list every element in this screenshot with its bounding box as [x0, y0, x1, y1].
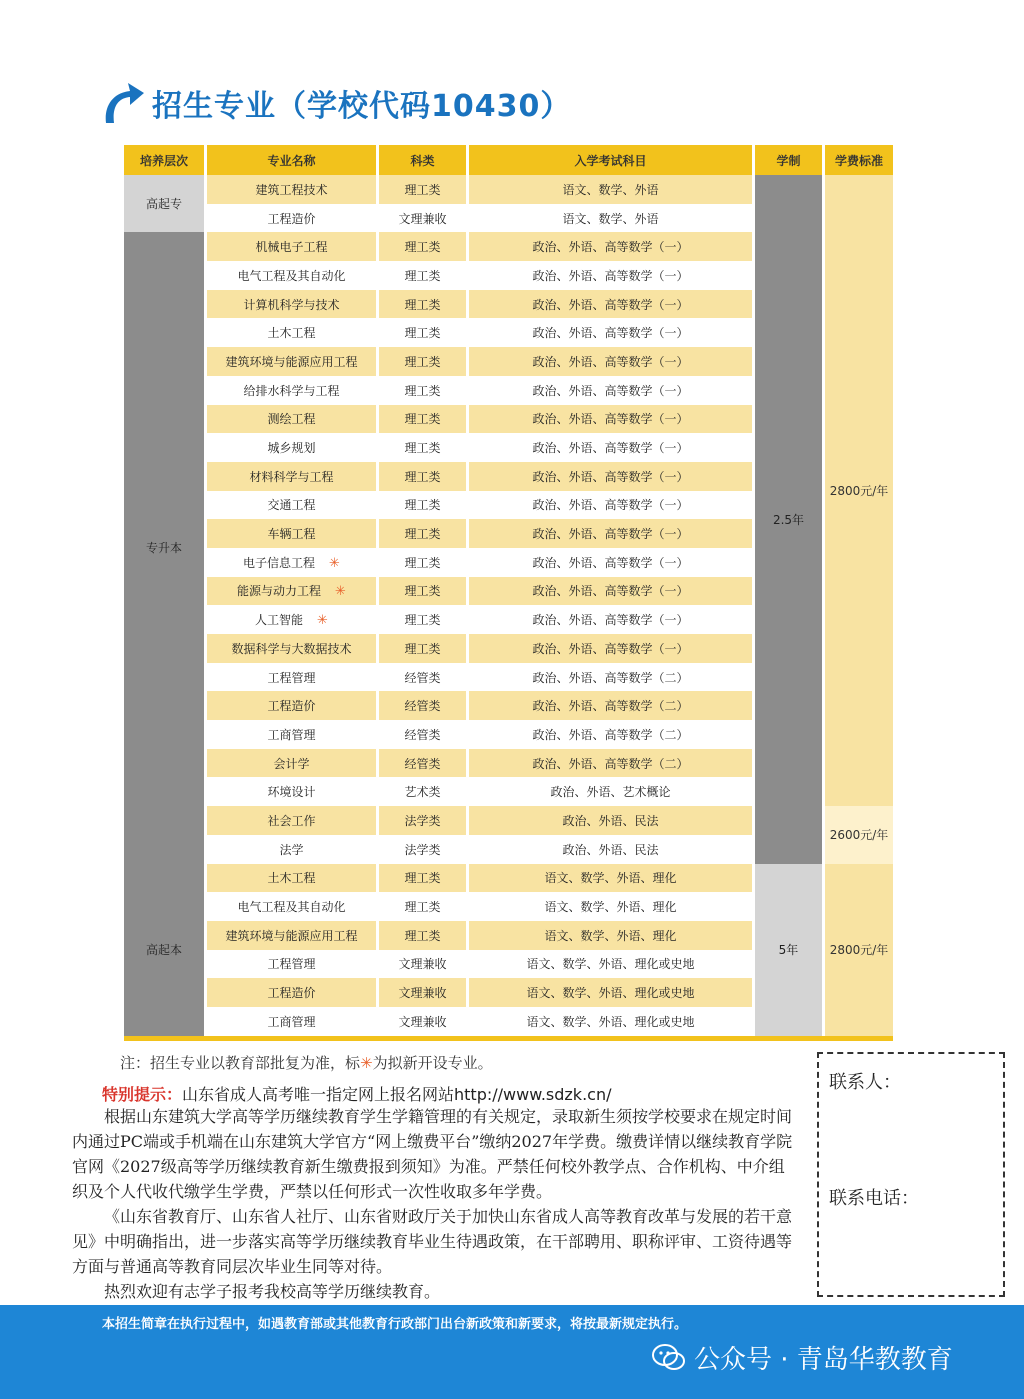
col-header-level: 培养层次: [124, 145, 207, 175]
major-name: 土木工程: [267, 326, 316, 341]
subjects-cell: 语文、数学、外语、理化: [469, 892, 755, 921]
category-cell: 理工类: [379, 491, 469, 520]
years-cell: 5年: [755, 864, 825, 1036]
category-cell: 艺术类: [379, 777, 469, 806]
major-cell: [207, 318, 379, 347]
major-name: 工程造价: [267, 986, 316, 1001]
major-name: 会计学: [273, 756, 310, 771]
major-name: 土木工程: [267, 871, 316, 886]
major-name: 电气工程及其自动化: [237, 900, 346, 915]
policy-text: [72, 1104, 796, 1304]
subjects-cell: 政治、外语、高等数学（一）: [469, 577, 755, 606]
col-header-fee: 学费标准: [825, 145, 893, 175]
subjects-cell: 政治、外语、高等数学（一）: [469, 376, 755, 405]
subjects-cell: 政治、外语、高等数学（一）: [469, 634, 755, 663]
subjects-cell: 政治、外语、高等数学（一）: [469, 290, 755, 319]
category-cell: 法学类: [379, 806, 469, 835]
major-name: 环境设计: [267, 785, 316, 800]
page-title: 招生专业（学校代码10430）: [152, 89, 572, 124]
subjects-cell: 语文、数学、外语、理化或史地: [469, 978, 755, 1007]
major-name: 建筑环境与能源应用工程: [225, 928, 358, 943]
major-name: 车辆工程: [267, 527, 316, 542]
category-cell: 理工类: [379, 921, 469, 950]
major-cell: [207, 950, 379, 979]
major-cell: [207, 433, 379, 462]
major-cell: [207, 462, 379, 491]
subjects-cell: 语文、数学、外语、理化或史地: [469, 950, 755, 979]
special-notice-text: 山东省成人高考唯一指定网上报名网站http://www.sdzk.cn/: [182, 1085, 612, 1104]
subjects-cell: 政治、外语、民法: [469, 835, 755, 864]
major-cell: [207, 864, 379, 893]
contact-box: [817, 1052, 1005, 1297]
new-major-star-icon: ✳: [335, 584, 346, 600]
category-cell: 理工类: [379, 405, 469, 434]
major-cell: [207, 548, 379, 577]
subjects-cell: 语文、数学、外语、理化或史地: [469, 1007, 755, 1036]
major-name: 电子信息工程: [243, 555, 316, 570]
category-cell: 理工类: [379, 232, 469, 261]
col-header-category: 科类: [379, 145, 469, 175]
major-cell: [207, 921, 379, 950]
col-header-years: 学制: [755, 145, 825, 175]
major-name: 工程造价: [267, 699, 316, 714]
major-name: 工程管理: [267, 670, 316, 685]
category-cell: 理工类: [379, 175, 469, 204]
subjects-cell: 政治、外语、民法: [469, 806, 755, 835]
major-cell: [207, 806, 379, 835]
subjects-cell: 政治、外语、高等数学（一）: [469, 433, 755, 462]
major-cell: [207, 777, 379, 806]
category-cell: 文理兼收: [379, 204, 469, 233]
subjects-cell: 政治、外语、高等数学（一）: [469, 519, 755, 548]
subjects-cell: 政治、外语、高等数学（一）: [469, 232, 755, 261]
major-name: 给排水科学与工程: [243, 383, 340, 398]
subjects-cell: 政治、外语、高等数学（一）: [469, 318, 755, 347]
subjects-cell: 政治、外语、高等数学（二）: [469, 720, 755, 749]
table-bottom-bar: [124, 1036, 893, 1041]
subjects-cell: 政治、外语、高等数学（二）: [469, 663, 755, 692]
level-cell: 高起本: [124, 864, 207, 1036]
subjects-cell: 政治、外语、高等数学（二）: [469, 749, 755, 778]
major-cell: [207, 663, 379, 692]
fee-cell: 2800元/年: [825, 175, 893, 806]
major-name: 人工智能: [255, 613, 304, 628]
category-cell: 经管类: [379, 691, 469, 720]
category-cell: 理工类: [379, 376, 469, 405]
major-name: 交通工程: [267, 498, 316, 513]
subjects-cell: 政治、外语、高等数学（一）: [469, 405, 755, 434]
wechat-icon: [652, 1343, 686, 1373]
major-cell: [207, 376, 379, 405]
special-notice-label: 特别提示：: [102, 1085, 183, 1104]
table-note: [120, 1052, 493, 1073]
subjects-cell: 政治、外语、高等数学（一）: [469, 347, 755, 376]
category-cell: 理工类: [379, 462, 469, 491]
level-cell: 专升本: [124, 232, 207, 863]
category-cell: 经管类: [379, 720, 469, 749]
footer-bar: [0, 1305, 1024, 1399]
paragraph-policy: 《山东省教育厅、山东省人社厅、山东省财政厅关于加快山东省成人高等教育改革与发展的若干意见》中明确指出，进一步落实高等学历继续教育毕业生待遇政策，在干部聘用、职称评审、工资待遇等方面与普通高等教育同层次毕业生同等对待。: [72, 1207, 793, 1276]
subjects-cell: 语文、数学、外语: [469, 175, 755, 204]
category-cell: 理工类: [379, 318, 469, 347]
category-cell: 理工类: [379, 261, 469, 290]
major-name: 电气工程及其自动化: [237, 268, 346, 283]
col-header-subjects: 入学考试科目: [469, 145, 755, 175]
category-cell: 理工类: [379, 548, 469, 577]
new-major-star-icon: ✳: [317, 613, 328, 629]
major-name: 建筑环境与能源应用工程: [225, 354, 358, 369]
major-name: 材料科学与工程: [249, 469, 334, 484]
major-cell: [207, 605, 379, 634]
category-cell: 文理兼收: [379, 950, 469, 979]
category-cell: 经管类: [379, 663, 469, 692]
major-cell: [207, 835, 379, 864]
major-cell: [207, 175, 379, 204]
category-cell: 理工类: [379, 433, 469, 462]
category-cell: 理工类: [379, 892, 469, 921]
fee-cell: 2800元/年: [825, 864, 893, 1036]
category-cell: 理工类: [379, 605, 469, 634]
major-name: 法学: [279, 842, 304, 857]
major-name: 工商管理: [267, 1014, 316, 1029]
col-header-major: 专业名称: [207, 145, 379, 175]
category-cell: 理工类: [379, 577, 469, 606]
major-name: 工程造价: [267, 211, 316, 226]
paragraph-welcome: 热烈欢迎有志学子报考我校高等学历继续教育。: [104, 1282, 441, 1301]
major-cell: [207, 347, 379, 376]
subjects-cell: 政治、外语、高等数学（二）: [469, 691, 755, 720]
major-name: 社会工作: [267, 813, 316, 828]
major-name: 数据科学与大数据技术: [231, 641, 352, 656]
contact-person-label: 联系人：: [829, 1072, 901, 1093]
category-cell: 理工类: [379, 634, 469, 663]
major-cell: [207, 577, 379, 606]
table-row: [124, 175, 893, 204]
subjects-cell: 政治、外语、高等数学（一）: [469, 605, 755, 634]
subjects-cell: 政治、外语、高等数学（一）: [469, 261, 755, 290]
major-name: 工商管理: [267, 727, 316, 742]
wechat-account-name: 公众号 · 青岛华教教育: [694, 1345, 953, 1375]
major-cell: [207, 749, 379, 778]
major-cell: [207, 405, 379, 434]
majors-table: [124, 145, 893, 1036]
major-cell: [207, 491, 379, 520]
table-row: [124, 864, 893, 893]
major-cell: [207, 519, 379, 548]
subjects-cell: 语文、数学、外语、理化: [469, 864, 755, 893]
section-header: [100, 78, 571, 128]
subjects-cell: 政治、外语、高等数学（一）: [469, 491, 755, 520]
category-cell: 文理兼收: [379, 1007, 469, 1036]
new-major-star-icon: ✳: [329, 555, 340, 571]
curved-arrow-icon: [100, 79, 146, 127]
years-cell: 2.5年: [755, 175, 825, 864]
major-cell: [207, 720, 379, 749]
footer-notice: 本招生简章在执行过程中，如遇教育部或其他教育行政部门出台新政策和新要求，将按最新规定执行。: [102, 1317, 688, 1332]
category-cell: 法学类: [379, 835, 469, 864]
major-cell: [207, 634, 379, 663]
new-major-star-icon: ✳: [360, 1054, 373, 1072]
major-name: 工程管理: [267, 957, 316, 972]
subjects-cell: 政治、外语、高等数学（一）: [469, 462, 755, 491]
major-cell: [207, 892, 379, 921]
table-body: [124, 175, 893, 1036]
major-cell: [207, 232, 379, 261]
major-cell: [207, 978, 379, 1007]
category-cell: 经管类: [379, 749, 469, 778]
major-cell: [207, 290, 379, 319]
major-name: 城乡规划: [267, 441, 316, 456]
major-name: 能源与动力工程: [237, 584, 322, 599]
major-name: 计算机科学与技术: [243, 297, 340, 312]
special-notice: [102, 1082, 611, 1105]
subjects-cell: 语文、数学、外语、理化: [469, 921, 755, 950]
note-prefix: 注：招生专业以教育部批复为准，标: [120, 1054, 361, 1072]
table-header-row: [124, 145, 893, 175]
major-cell: [207, 261, 379, 290]
major-cell: [207, 204, 379, 233]
subjects-cell: 语文、数学、外语: [469, 204, 755, 233]
note-suffix: 为拟新开设专业。: [372, 1054, 493, 1072]
major-cell: [207, 691, 379, 720]
major-cell: [207, 1007, 379, 1036]
fee-cell: 2600元/年: [825, 806, 893, 863]
category-cell: 理工类: [379, 290, 469, 319]
paragraph-payment: 根据山东建筑大学高等学历继续教育学生学籍管理的有关规定，录取新生须按学校要求在规定时间内通过PC端或手机端在山东建筑大学官方“网上缴费平台”缴纳2027年学费。缴费详情以继续教育学院官网《2027级高等学历继续教育新生缴费报到须知》为准。严禁任何校外教学点、合作机构、中介组织及个人代收代缴学生学费，严禁以任何形式一次性收取多年学费。: [72, 1107, 793, 1201]
category-cell: 理工类: [379, 864, 469, 893]
level-cell: 高起专: [124, 175, 207, 232]
contact-phone-label: 联系电话：: [829, 1188, 919, 1209]
subjects-cell: 政治、外语、高等数学（一）: [469, 548, 755, 577]
major-name: 测绘工程: [267, 412, 316, 427]
wechat-watermark: [652, 1339, 953, 1376]
category-cell: 理工类: [379, 347, 469, 376]
category-cell: 理工类: [379, 519, 469, 548]
subjects-cell: 政治、外语、艺术概论: [469, 777, 755, 806]
category-cell: 文理兼收: [379, 978, 469, 1007]
major-name: 建筑工程技术: [255, 182, 328, 197]
major-name: 机械电子工程: [255, 240, 328, 255]
